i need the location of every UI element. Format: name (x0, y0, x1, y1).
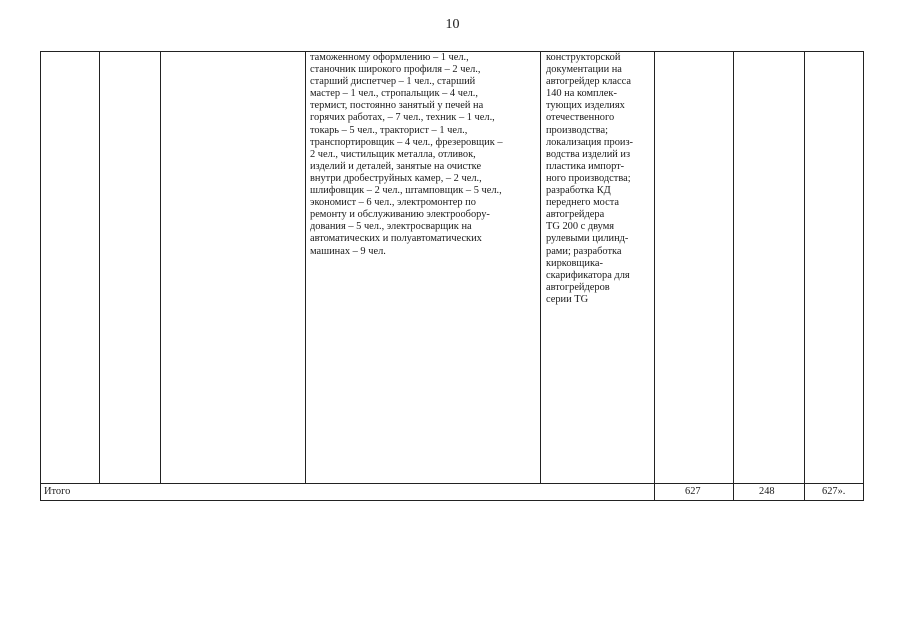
column-divider (733, 51, 734, 501)
column-divider (863, 51, 864, 501)
column-divider (305, 51, 306, 484)
page-number: 10 (445, 17, 460, 32)
column-divider (540, 51, 541, 484)
column-divider (654, 51, 655, 501)
total-label: Итого (44, 486, 71, 497)
column-divider (40, 51, 41, 501)
total-value-3: 627». (822, 486, 846, 497)
column-divider (160, 51, 161, 484)
total-value-1: 627 (685, 486, 701, 497)
projects-cell: конструкторской документации на автогрейдер класса 140 на комплек- тующих изделиях отечественного производства; локализация произ- водства изделий из пластика импорт- ного производства; разработка КД переднего моста автогрейдера TG 200 с двумя рулевыми цилинд- рами; разработка кирковщика- скарификатора для автогрейдеров серии TG (546, 52, 634, 305)
occupations-cell: таможенному оформлению – 1 чел., станочник широкого профиля – 2 чел., старший диспетчер – 1 чел., старший мастер – 1 чел., стропальщик – 4 чел., термист, постоянно занятый у печей на горячих работах, – 7 чел., техник – 1 чел., токарь – 5 чел., тракторист – 1 чел., транспортировщик – 4 чел., фрезеровщик – 2 чел., чистильщик металла, отливок, изделий и деталей, занятые на очистке внутри дробеструйных камер, – 2 чел., шлифовщик – 2 чел., штамповщик – 5 чел., экономист – 6 чел., электромонтер по ремонту и обслуживанию электрообору- дования – 5 чел., электросварщик на автоматических и полуавтоматических машинах – 9 чел. (310, 52, 503, 257)
total-value-2: 248 (759, 486, 775, 497)
total-row-top-border (40, 483, 864, 484)
table-bottom-border (40, 500, 864, 501)
column-divider (99, 51, 100, 484)
column-divider (804, 51, 805, 501)
